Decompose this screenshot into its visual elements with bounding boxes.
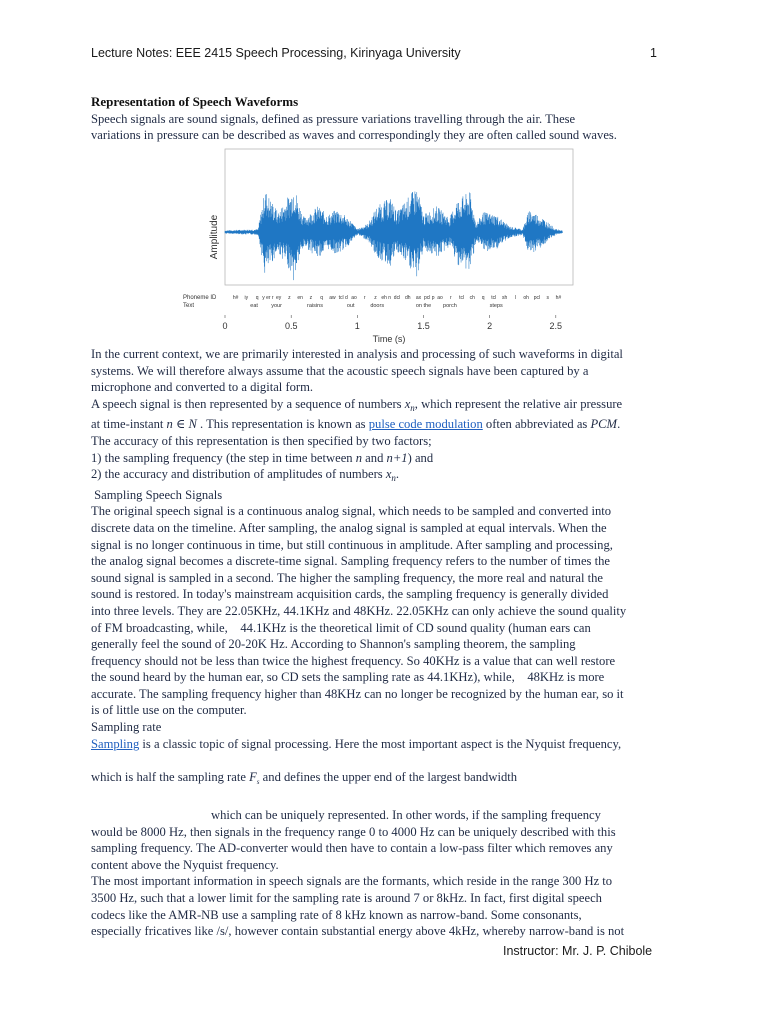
phoneme-label: oh bbox=[523, 295, 529, 301]
nyquist-text: is a classic topic of signal processing. Here the most important aspect is the Nyquist frequency, bbox=[139, 736, 622, 751]
factor-text: . bbox=[395, 467, 400, 482]
var-n: n bbox=[355, 450, 363, 465]
factor-1 bbox=[91, 450, 677, 467]
phoneme-label: pcl bbox=[533, 295, 541, 301]
pcm-text: often abbreviated as bbox=[482, 417, 591, 432]
phoneme-label: z bbox=[288, 295, 291, 301]
factor-text: and bbox=[362, 450, 387, 465]
phoneme-label: q bbox=[255, 295, 259, 301]
var-n-plus-1: n+1 bbox=[386, 450, 408, 465]
var-x: x bbox=[404, 396, 411, 411]
factor-text: ) and bbox=[407, 450, 434, 465]
x-axis-ticks bbox=[222, 315, 562, 331]
pcm-line-2 bbox=[91, 416, 677, 433]
page-header bbox=[91, 46, 657, 60]
phoneme-label: h# bbox=[555, 295, 562, 301]
pcm-line-3: The accuracy of this representation is then specified by two factors; bbox=[91, 433, 432, 448]
nyquist-line-2 bbox=[91, 769, 677, 791]
section-title: Representation of Speech Waveforms bbox=[91, 94, 299, 109]
word-label: steps bbox=[489, 303, 503, 309]
text-row-label: Text bbox=[183, 303, 195, 309]
sampling-heading: Sampling Speech Signals bbox=[91, 487, 223, 502]
page-footer: Instructor: Mr. J. P. Chibole bbox=[503, 944, 653, 958]
phoneme-label: eh n bbox=[381, 295, 392, 301]
sampling-line-9: generally feel the sound of 20-20K Hz. According to Shannon's sampling theorem, the sampling bbox=[91, 637, 576, 652]
word-label: eat bbox=[250, 303, 258, 309]
pcm-text: at time-instant bbox=[91, 417, 167, 432]
speech-waveform-figure bbox=[183, 147, 577, 347]
x-tick-label: 1 bbox=[354, 321, 360, 331]
x-axis-label: Time (s) bbox=[372, 334, 406, 344]
phoneme-label: z bbox=[374, 295, 377, 301]
phoneme-label: dh bbox=[405, 295, 411, 301]
n-in-N: n ∈ N bbox=[166, 417, 197, 432]
word-label: porch bbox=[443, 303, 457, 309]
sampling-line-2: discrete data on the timeline. After sampling, the analog signal is sampled at equal intervals. When the bbox=[91, 520, 607, 535]
x-tick-label: 0 bbox=[222, 321, 228, 331]
header-title: Lecture Notes: EEE 2415 Speech Processing, Kirinyaga University bbox=[91, 46, 461, 60]
sampling-link[interactable]: Sampling bbox=[91, 736, 140, 751]
phoneme-label: pcl p bbox=[424, 295, 435, 301]
intro-line-1: Speech signals are sound signals, defined as pressure variations travelling through the air. These bbox=[91, 111, 576, 126]
phoneme-label: q bbox=[320, 295, 324, 301]
sampling-line-7: into three levels. They are 22.05KHz, 44.1KHz and 48KHz. 22.05KHz can only achieve the sound quality bbox=[91, 603, 627, 618]
phoneme-label: tcl bbox=[491, 295, 497, 301]
phoneme-label: l bbox=[514, 295, 516, 301]
sampling-line-4: the analog signal becomes a discrete-time signal. Sampling frequency refers to the number of times the bbox=[91, 554, 610, 569]
sampling-rate-heading: Sampling rate bbox=[91, 720, 162, 735]
main-text bbox=[91, 346, 677, 940]
phoneme-label: ax bbox=[415, 295, 422, 301]
sampling-line-3: signal is no longer continuous in time, but still continuous in amplitude. After sampling and processing, bbox=[91, 537, 613, 552]
phoneme-label: r bbox=[449, 295, 452, 301]
nyquist-text: which is half the sampling rate bbox=[91, 769, 250, 784]
waveform-path bbox=[225, 192, 562, 281]
sub-n: n bbox=[410, 402, 415, 413]
phoneme-label: iy bbox=[244, 295, 249, 301]
phoneme-label: h# bbox=[232, 295, 239, 301]
phoneme-label: q bbox=[481, 295, 485, 301]
formants-line-1: The most important information in speech signals are the formants, which reside in the range 300 Hz to bbox=[91, 874, 613, 889]
x-tick-label: 1.5 bbox=[417, 321, 430, 331]
phoneme-label: tcl d bbox=[338, 295, 348, 301]
factor-text: 2) the accuracy and distribution of amplitudes of numbers bbox=[91, 467, 386, 482]
nyquist-line-5: sampling frequency. The AD-converter would then have to contain a low-pass filter which removes any bbox=[91, 841, 613, 856]
para1-line-1: In the current context, we are primarily interested in analysis and processing of such waveforms in digital bbox=[91, 347, 623, 361]
sampling-line-8: of FM broadcasting, while, 44.1KHz is the theoretical limit of CD sound quality (human ears can bbox=[91, 620, 591, 635]
nyquist-line-1 bbox=[91, 736, 677, 753]
pcm-text: , which represent the relative air pressure bbox=[414, 396, 623, 411]
phoneme-label: sh bbox=[501, 295, 508, 301]
sampling-line-12: accurate. The sampling frequency higher than 48KHz can no longer be recognized by the human ear, so it bbox=[91, 686, 624, 701]
formants-line-4: especially fricatives like /s/, however contain substantial energy above 4kHz, whereby narrow-band is not bbox=[91, 924, 625, 939]
phoneme-label: ch bbox=[469, 295, 475, 301]
intro-block bbox=[91, 94, 677, 144]
phoneme-label: y er r bbox=[262, 295, 274, 301]
x-tick-label: 0.5 bbox=[284, 321, 298, 331]
page-number: 1 bbox=[650, 46, 657, 60]
pcm-link[interactable]: pulse code modulation bbox=[368, 417, 483, 432]
waveform-series bbox=[225, 192, 562, 281]
sampling-line-10: frequency should not be less than twice the highest frequency. So 40KHz is a value that can well restore bbox=[91, 653, 616, 668]
nyquist-line-4: would be 8000 Hz, then signals in the frequency range 0 to 4000 Hz can be uniquely described with this bbox=[91, 824, 616, 839]
sub-n: n bbox=[391, 473, 396, 484]
x-tick-label: 2.5 bbox=[549, 321, 563, 331]
phoneme-label: s bbox=[546, 295, 549, 301]
nyquist-text: and defines the upper end of the largest bandwidth bbox=[259, 769, 518, 784]
sampling-line-5: sound signal is sampled in a second. The higher the sampling frequency, the more real and natural the bbox=[91, 570, 603, 585]
pcm-line-1 bbox=[91, 396, 677, 417]
sub-s: s bbox=[256, 777, 260, 786]
phoneme-label: z bbox=[309, 295, 313, 301]
phoneme-label: dcl bbox=[393, 295, 401, 301]
var-x: x bbox=[385, 467, 392, 482]
sampling-line-6: sound is restored. In today's mainstream acquisition cards, the sampling frequency is generally divided bbox=[91, 587, 609, 602]
phoneme-label: ey bbox=[275, 295, 282, 301]
phoneme-label: aw bbox=[329, 295, 336, 301]
word-label: your bbox=[271, 303, 282, 309]
formants-line-3: codecs like the AMR-NB use a sampling rate of 8 kHz known as narrow-band. Some consonants, bbox=[91, 907, 582, 922]
word-label: out bbox=[346, 303, 355, 309]
nyquist-line-6: content above the Nyquist frequency. bbox=[91, 857, 279, 872]
phoneme-label: r bbox=[363, 295, 366, 301]
factor-2 bbox=[91, 466, 677, 487]
pcm-text: A speech signal is then represented by a sequence of numbers bbox=[91, 396, 405, 411]
phoneme-row-label: Phoneme ID bbox=[183, 295, 217, 301]
para1-line-3: microphone and converted to a digital form. bbox=[91, 380, 314, 395]
phoneme-label: en bbox=[297, 295, 303, 301]
para1-line-2: systems. We will therefore always assume that the acoustic speech signals have been captured by a bbox=[91, 363, 589, 378]
phoneme-label: ao bbox=[351, 295, 357, 301]
y-axis-label: Amplitude bbox=[209, 214, 220, 260]
phoneme-label: ao bbox=[437, 295, 443, 301]
word-label: doors bbox=[370, 303, 385, 309]
pcm-text: . This representation is known as bbox=[196, 417, 369, 432]
phoneme-labels bbox=[233, 295, 562, 301]
var-fs: F bbox=[249, 769, 257, 784]
sampling-line-1: The original speech signal is a continuous analog signal, which needs to be sampled and converted into bbox=[91, 504, 612, 519]
x-tick-label: 2 bbox=[487, 321, 493, 331]
nyquist-line-3: which can be uniquely represented. In other words, if the sampling frequency bbox=[211, 808, 601, 823]
factor-text: 1) the sampling frequency (the step in time between bbox=[91, 450, 356, 465]
formants-line-2: 3500 Hz, such that a lower limit for the sampling rate is around 7 or 8kHz. In fact, first digital speech bbox=[91, 891, 602, 905]
phoneme-label: tcl bbox=[459, 295, 465, 301]
pcm-abbr: PCM bbox=[590, 417, 618, 432]
word-label: on the bbox=[415, 303, 432, 309]
word-label: raisins bbox=[307, 303, 323, 309]
sampling-line-13: is of little use on the computer. bbox=[91, 703, 247, 718]
intro-line-2: variations in pressure can be described as waves and correspondingly they are often called sound waves. bbox=[91, 128, 617, 143]
sampling-line-11: the sound heard by the human ear, so CD sets the sampling rate as 44.1KHz), while, 48KHz is more bbox=[91, 670, 605, 685]
pcm-text: . bbox=[617, 417, 621, 432]
word-labels bbox=[250, 303, 503, 309]
